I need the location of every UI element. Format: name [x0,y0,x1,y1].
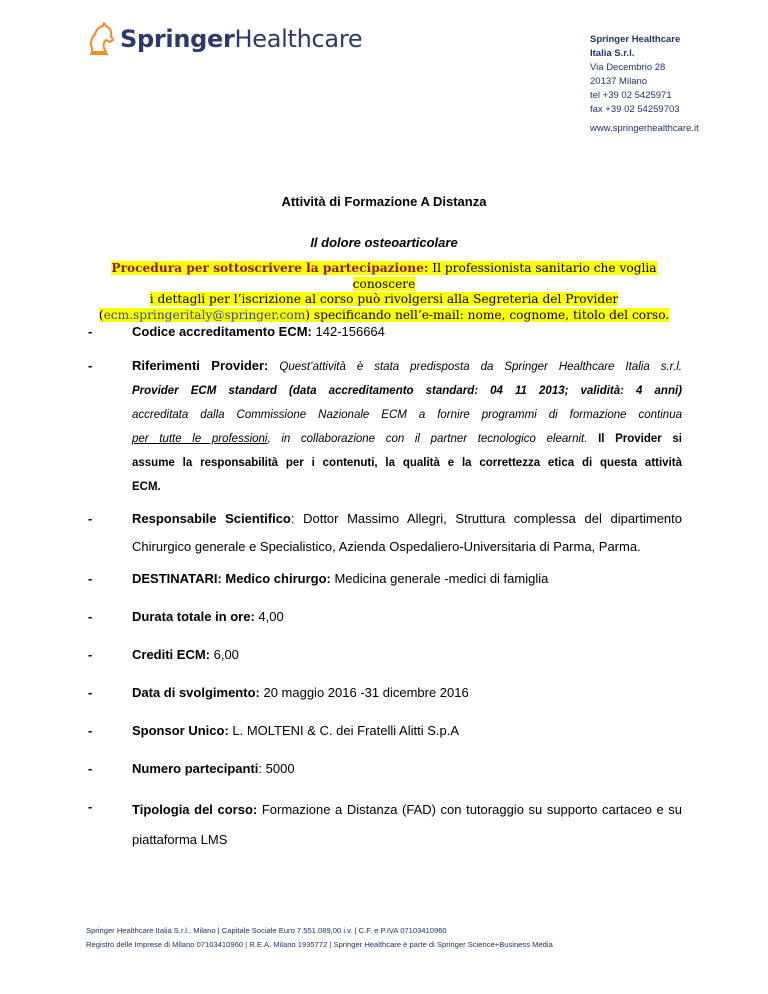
procedure-label: Procedura per sottoscrivere la partecipazione: [111,261,429,275]
logo-bold-text: Springer [120,25,235,53]
data-label: Data di svolgimento: [132,685,260,700]
course-details-list [86,320,682,855]
procedure-text-2: i dettagli per l’iscrizione al corso può rivolgersi alla Segreteria del Provider [149,292,619,306]
website-link[interactable]: www.springerhealthcare.it [590,123,699,134]
address-city: 20137 Milano [590,76,648,87]
provider-label: Riferimenti Provider: [132,358,269,373]
footer-line-2: Registro delle Imprese di Milano 07103410960 | R.E.A. Milano 1935772 | Springer Healthcare è parte di Springer Science+Business Media [86,940,553,949]
page-footer [86,924,686,949]
sponsor-value: L. MOLTENI & C. dei Fratelli Alitti S.p.A [228,723,459,738]
tipologia-label: Tipologia del corso: [132,802,258,817]
codice-value: 142-156664 [311,324,385,339]
footer-line-1: Springer Healthcare Italia S.r.l., Milano | Capitale Sociale Euro 7.551.089,00 i.v. | C.F. e P.IVA 07103410960 [86,926,447,935]
provider-line-1: Quest’attività è stata predisposta da Springer Healthcare Italia s.r.l. [268,361,683,373]
provider-line-5: assume la responsabilità per i contenuti, la qualità e la correttezza etica di questa attività [132,457,682,469]
durata-label: Durata totale in ore: [132,609,255,624]
document-title: Attività di Formazione A Distanza [281,194,487,209]
numero-value: : 5000 [258,761,295,776]
sponsor-label: Sponsor Unico: [132,723,229,738]
numero-label: Numero partecipanti [132,761,259,776]
procedure-text-3: ) specificando nell’e-mail: nome, cognome, titolo del corso. [305,307,670,322]
destinatari-label: DESTINATARI: Medico chirurgo: [132,571,331,586]
address-company-name: Springer Healthcare [590,34,681,45]
codice-label: Codice accreditamento ECM: [132,324,312,339]
list-item-sponsor: - Sponsor Unico: L. MOLTENI & C. dei Fratelli Alitti S.p.A [88,723,459,738]
list-item-data: - Data di svolgimento: 20 maggio 2016 -31 dicembre 2016 [88,685,469,700]
durata-value: 4,00 [254,609,284,624]
address-company-suffix: Italia S.r.l. [590,48,635,59]
list-item-tipologia: - Tipologia del corso: Formazione a Distanza (FAD) con tutoraggio su supporto cartaceo e su piattaforma LMS [88,799,682,847]
tipologia-value: Formazione a Distanza (FAD) con tutoraggio su supporto cartaceo e su piattaforma LMS [132,802,682,847]
provider-line-4a: per tutte le professioni [132,433,268,445]
responsabile-value: : Dottor Massimo Allegri, Struttura complessa del dipartimento Chirurgico generale e Specialistico, Azienda Ospedaliero-Universitaria di Parma, Parma. [132,511,683,554]
destinatari-value: Medicina generale -medici di famiglia [330,571,549,586]
crediti-value: 6,00 [210,647,239,662]
list-item-crediti: - Crediti ECM: 6,00 [88,647,239,662]
list-item-codice: - Codice accreditamento ECM: 142-156664 [88,324,385,339]
procedure-paren: ( [98,307,104,322]
list-item-responsabile: - Responsabile Scientifico: Dottor Massimo Allegri, Struttura complessa del dipartimento Chirurgico generale e Specialistico, Azienda Ospedaliero-Universitaria di Parma, Parma. [88,511,683,554]
provider-email-link[interactable]: ecm.springeritaly@springer.com [103,307,306,322]
springer-logo [84,22,362,56]
document-subtitle: Il dolore osteoarticolare [310,235,458,250]
responsabile-label: Responsabile Scientifico [132,511,291,526]
logo-wordmark [120,25,362,53]
provider-line-2: Provider ECM standard (data accreditamento standard: 04 11 2013; validità: 4 anni) [132,385,682,397]
provider-line-6: ECM. [132,481,161,493]
provider-line-4c: Il Provider si [598,433,682,445]
procedure-paragraph [86,261,682,323]
logo-light-text: Healthcare [234,25,363,53]
list-item-destinatari: - DESTINATARI: Medico chirurgo: Medicina generale -medici di famiglia [88,571,549,586]
address-street: Via Decembrio 28 [590,62,666,73]
provider-line-3: accreditata dalla Commissione Nazionale ECM a fornire programmi di formazione continua [132,409,682,421]
horse-chess-knight-icon [84,22,116,56]
provider-line-4b: , in collaborazione con il partner tecnologico elearnit. [267,433,599,445]
list-item-provider: - Riferimenti Provider: Quest’attività è stata predisposta da Springer Healthcare Italia s.r.l. Provider ECM standard (data accreditamento standard: 04 11 2013; validità: 4 anni) accreditata dalla Commissione Nazionale ECM a fornire programmi di formazione continua per tutte le professioni, in collaborazione con il partner tecnologico elearnit. Il Provider si assume la responsabilità per i contenuti, la qualità e la correttezza etica di questa attività ECM. [86,354,682,499]
list-item-durata: - Durata totale in ore: 4,00 [88,609,284,624]
data-value: 20 maggio 2016 -31 dicembre 2016 [259,685,469,700]
procedure-text-1: Il professionista sanitario che voglia conoscere [352,261,657,291]
crediti-label: Crediti ECM: [132,647,210,662]
address-phone: tel +39 02 5425971 [590,90,672,101]
list-item-numero: - Numero partecipanti: 5000 [88,761,295,776]
address-fax: fax +39 02 54259703 [590,104,680,115]
company-address [590,33,680,117]
